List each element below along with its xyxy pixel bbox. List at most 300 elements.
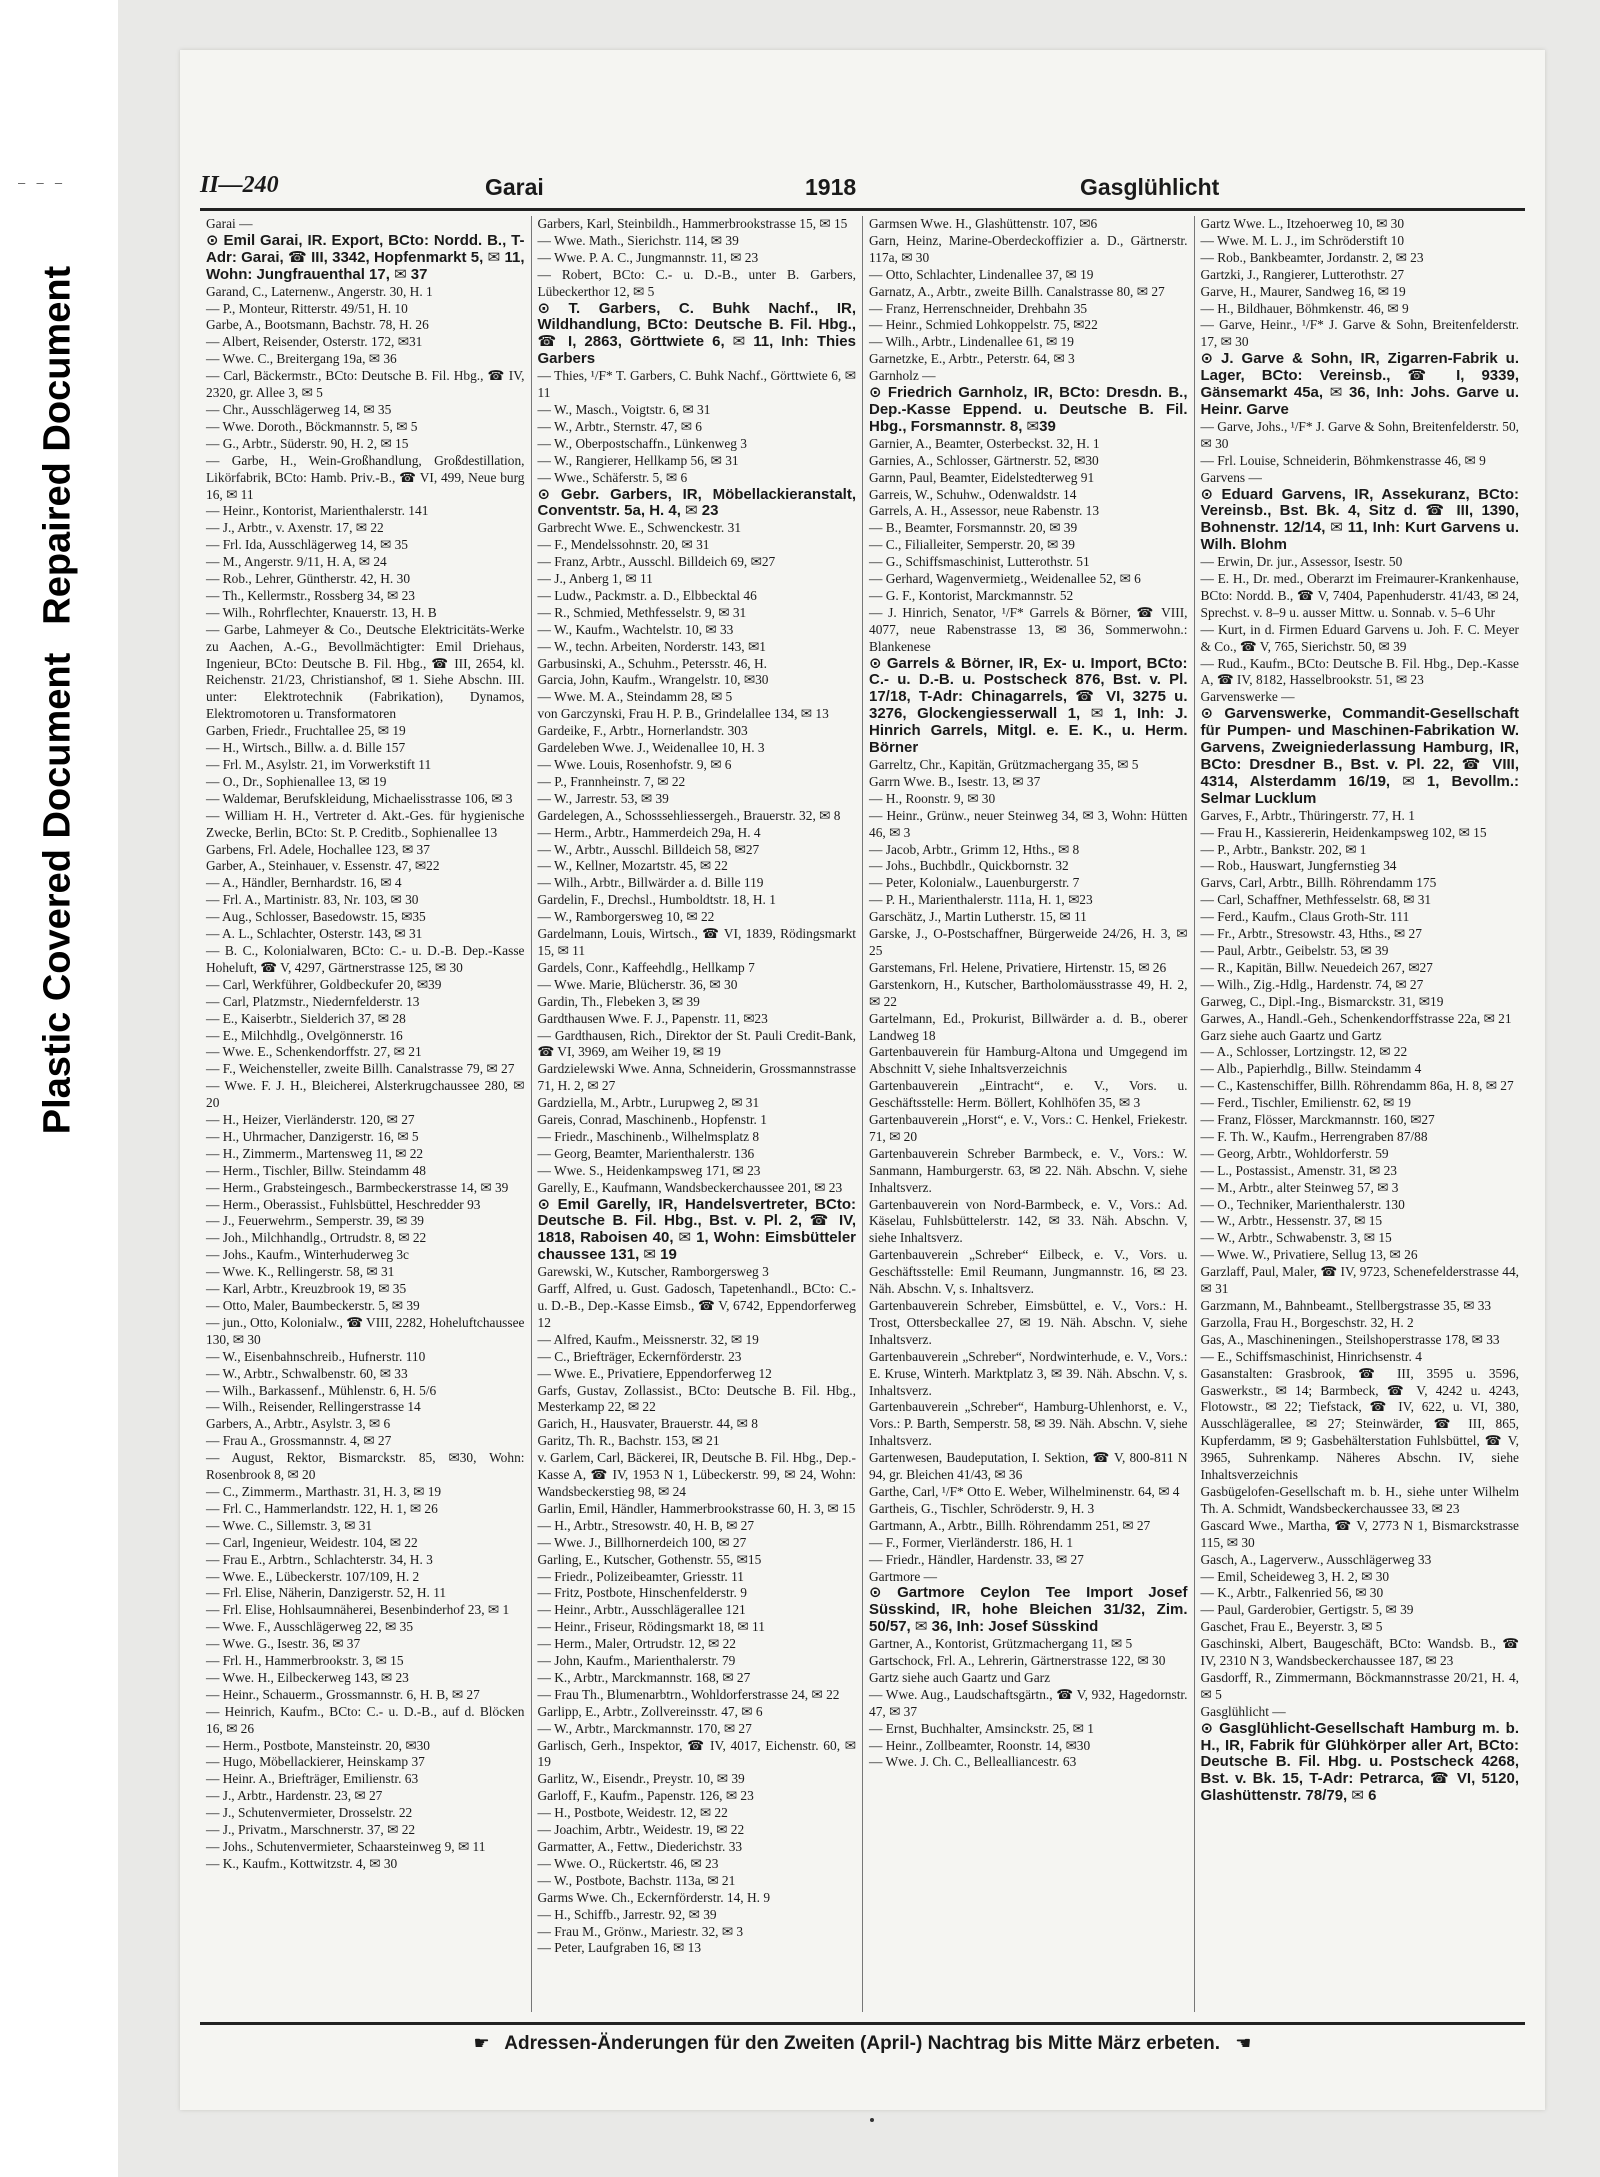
directory-entry: — J., Schutenvermieter, Drosselstr. 22 bbox=[206, 1805, 413, 1821]
directory-entry: — Aug., Schlosser, Basedowstr. 15, ✉35 bbox=[206, 909, 426, 925]
directory-entry: — Wwe. H., Eilbeckerweg 143, ✉ 23 bbox=[206, 1669, 409, 1685]
directory-entry: Garff, Alfred, u. Gust. Gadosch, Tapetenhandl., BCto: C.- u. D.-B., Dep.-Kasse Eimsb., ☎ V, 6742, Eppendorferweg 12 bbox=[537, 1281, 856, 1330]
directory-entry: Garlitz, W., Eisendr., Preystr. 10, ✉ 39 bbox=[537, 1771, 745, 1787]
directory-entry: — Herm., Grabsteingesch., Barmbeckerstrasse 14, ✉ 39 bbox=[206, 1179, 509, 1195]
directory-entry: von Garczynski, Frau H. P. B., Grindelallee 134, ✉ 13 bbox=[537, 706, 829, 722]
header-right-guide-word: Gasglühlicht bbox=[1080, 174, 1220, 200]
directory-entry: — Franz, Herrenschneider, Drehbahn 35 bbox=[869, 300, 1088, 316]
directory-entry: Garand, C., Laternenw., Angerstr. 30, H. 1 bbox=[206, 283, 433, 299]
directory-entry: Gartenbauverein Schreber Barmbeck, e. V., Vors.: W. Sanmann, Hamburgerstr. 63, ✉ 22. Näh. Abschn. V, siehe Inhaltsverz. bbox=[869, 1145, 1188, 1195]
directory-entry: — Albert, Reisender, Osterstr. 172, ✉31 bbox=[206, 334, 423, 350]
directory-entry: — W., Jarrestr. 53, ✉ 39 bbox=[537, 790, 669, 806]
directory-entry: — Friedr., Maschinenb., Wilhelmsplatz 8 bbox=[537, 1128, 760, 1144]
footer-notice-text: Adressen-Änderungen für den Zweiten (April-) Nachtrag bis Mitte März erbeten. bbox=[504, 2033, 1221, 2054]
directory-entry: — Herm., Maler, Ortrudstr. 12, ✉ 22 bbox=[537, 1636, 736, 1652]
directory-entry: Garnetzke, E., Arbtr., Peterstr. 64, ✉ 3 bbox=[869, 351, 1075, 367]
directory-entry: — Frl. Ida, Ausschlägerweg 14, ✉ 35 bbox=[206, 537, 409, 553]
directory-entry: — B., Beamter, Forsmannstr. 20, ✉ 39 bbox=[869, 520, 1078, 536]
directory-entry: — Wilh., Arbtr., Billwärder a. d. Bille 119 bbox=[537, 875, 764, 891]
directory-entry: Gartmore — bbox=[869, 1568, 938, 1584]
directory-entry: — jun., Otto, Kolonialw., ☎ VIII, 2282, Hoheluftchaussee 130, ✉ 30 bbox=[206, 1314, 525, 1347]
directory-entry: — W., Oberpostschaffn., Lünkenweg 3 bbox=[537, 435, 748, 451]
directory-entry: Garwes, A., Handl.-Geh., Schenkendorffstrasse 22a, ✉ 21 bbox=[1200, 1010, 1512, 1026]
directory-entry: Garn, Heinz, Marine-Oberdeckoffizier a. D., Gärtnerstr. 117a, ✉ 30 bbox=[869, 232, 1188, 265]
directory-entry: — Frl. C., Hammerlandstr. 122, H. 1, ✉ 26 bbox=[206, 1500, 438, 1516]
directory-entry: — H., Arbtr., Stresowstr. 40, H. B, ✉ 27 bbox=[537, 1517, 755, 1533]
directory-entry: Gardels, Conr., Kaffeehdlg., Hellkamp 7 bbox=[537, 959, 755, 975]
directory-entry: Garreis, W., Schuhw., Odenwaldstr. 14 bbox=[869, 486, 1077, 502]
directory-entry: Garweg, C., Dipl.-Ing., Bismarckstr. 31, ✉19 bbox=[1200, 993, 1444, 1009]
directory-entry: — Frau Th., Blumenarbtrn., Wohldorferstrasse 24, ✉ 22 bbox=[537, 1686, 840, 1702]
directory-entry: Gasglühlicht — bbox=[1200, 1703, 1286, 1719]
directory-entry: — Ferd., Kaufm., Claus Groth-Str. 111 bbox=[1200, 909, 1410, 925]
directory-entry: — W., techn. Arbeiten, Norderstr. 143, ✉1 bbox=[537, 638, 766, 654]
directory-entry: — J. Hinrich, Senator, ¹/F* Garrels & Börner, ☎ VIII, 4077, neue Rabenstrasse 13, ✉ 36, Sommerwohn.: Blankenese bbox=[869, 604, 1188, 654]
directory-entry: — Wwe. E., Privatiere, Eppendorferweg 12 bbox=[537, 1365, 772, 1381]
directory-entry: Gartzki, J., Rangierer, Lutterothstr. 27 bbox=[1200, 266, 1405, 282]
directory-entry: — F. Th. W., Kaufm., Herrengraben 87/88 bbox=[1200, 1128, 1428, 1144]
directory-entry: Gasanstalten: Grasbrook, ☎ III, 3595 u. 3596, Gaswerkstr., ✉ 14; Barmbeck, ☎ V, 4242 u. 4243, Flotowstr., ✉ 22; Tiefstack, ☎ IV, 622, u. VI, 380, Ausschlägerallee, ✉ 27; Steinwärder, ☎ III, 865, Kupferdamm, ✉ 9; Gasbehälterstation Fuhlsbüttel, ☎ V, 3965, Suhrenkamp. Näheres Abschn. IV, siehe Inhaltsverzeichnis bbox=[1200, 1365, 1519, 1483]
directory-entry: Garstemans, Frl. Helene, Privatiere, Hirtenstr. 15, ✉ 26 bbox=[869, 959, 1167, 975]
directory-entry: — Wwe. Marie, Blücherstr. 36, ✉ 30 bbox=[537, 976, 738, 992]
directory-entry: ⊙ Eduard Garvens, IR, Assekuranz, BCto: Vereinsb., Bst. Bk. 4, Sitz d. ☎ III, 1390, Bohnenstr. 12/14, ✉ 11, Inh: Kurt Garvens u. Wilh. Blohm bbox=[1200, 485, 1519, 554]
directory-entry: — Frl. A., Martinistr. 83, Nr. 103, ✉ 30 bbox=[206, 892, 419, 908]
directory-entry: — J., Arbtr., Hardenstr. 23, ✉ 27 bbox=[206, 1788, 383, 1804]
directory-entry: — F., Mendelssohnstr. 20, ✉ 31 bbox=[537, 537, 710, 553]
directory-entry: — W., Ramborgersweg 10, ✉ 22 bbox=[537, 909, 715, 925]
directory-entry: Gartenwesen, Baudeputation, I. Sektion, ☎ V, 800-811 N 94, gr. Bleichen 41/43, ✉ 36 bbox=[869, 1450, 1188, 1483]
directory-entry: Garrels, A. H., Assessor, neue Rabenstr. 13 bbox=[869, 503, 1100, 519]
directory-entry: Garai — bbox=[206, 216, 253, 231]
directory-entry: Garvenswerke — bbox=[1200, 689, 1295, 705]
directory-entry: — W., Arbtr., Schwabenstr. 3, ✉ 15 bbox=[1200, 1230, 1392, 1246]
directory-entry: Gartenbauverein von Nord-Barmbeck, e. V., Vors.: Ad. Käselau, Fuhlsbüttelerstr. 142, ✉ 33. Näh. Abschn. V, siehe Inhaltsverz. bbox=[869, 1196, 1188, 1246]
directory-entry: Garmsen Wwe. H., Glashüttenstr. 107, ✉6 bbox=[869, 216, 1098, 231]
directory-entry: — Garve, Johs., ¹/F* J. Garve & Sohn, Breitenfelderstr. 50, ✉ 30 bbox=[1200, 418, 1519, 451]
directory-entry: — A. L., Schlachter, Osterstr. 143, ✉ 31 bbox=[206, 926, 423, 942]
directory-entry: — Heinr., Friseur, Rödingsmarkt 18, ✉ 11 bbox=[537, 1619, 765, 1635]
directory-entry: — Wwe. Math., Sierichstr. 114, ✉ 39 bbox=[537, 232, 739, 248]
directory-entry: — Wwe. F., Ausschlägerweg 22, ✉ 35 bbox=[206, 1619, 414, 1635]
directory-entry: — Wwe. M. A., Steindamm 28, ✉ 5 bbox=[537, 689, 733, 705]
directory-entry: — Johs., Kaufm., Winterhuderweg 3c bbox=[206, 1247, 410, 1263]
directory-entry: — Fritz, Postbote, Hinschenfelderstr. 9 bbox=[537, 1585, 747, 1601]
directory-entry: Gartmann, A., Arbtr., Billh. Röhrendamm 251, ✉ 27 bbox=[869, 1517, 1151, 1533]
directory-entry: Gardeike, F., Arbtr., Hornerlandstr. 303 bbox=[537, 723, 748, 739]
pointing-hand-icon: ☛ bbox=[473, 2033, 490, 2053]
directory-entry: — Heinr., Grünw., neuer Steinweg 34, ✉ 3, Wohn: Hütten 46, ✉ 3 bbox=[869, 807, 1188, 840]
directory-entry: — Wwe. Aug., Laudschaftsgärtn., ☎ V, 932, Hagedornstr. 47, ✉ 37 bbox=[869, 1686, 1188, 1719]
directory-entry: ⊙ Emil Garelly, IR, Handelsvertreter, BCto: Deutsche B. Fil. Hbg., Bst. v. Pl. 2, ☎ IV, 1818, Raboisen 40, ✉ 1, Wohn: Eimsbütteler chaussee 131, ✉ 19 bbox=[537, 1195, 856, 1264]
directory-entry: — Wwe. J., Billhornerdeich 100, ✉ 27 bbox=[537, 1534, 747, 1550]
directory-entry: — A., Händler, Bernhardstr. 16, ✉ 4 bbox=[206, 875, 402, 891]
directory-entry: — Wwe. C., Sillemstr. 3, ✉ 31 bbox=[206, 1517, 373, 1533]
directory-entry: Garelly, E., Kaufmann, Wandsbeckerchaussee 201, ✉ 23 bbox=[537, 1179, 843, 1195]
directory-entry: — K., Arbtr., Falkenried 56, ✉ 30 bbox=[1200, 1585, 1384, 1601]
directory-entry: Garloff, F., Kaufm., Papenstr. 126, ✉ 23 bbox=[537, 1788, 754, 1804]
directory-entry: — P., Monteur, Ritterstr. 49/51, H. 10 bbox=[206, 300, 408, 316]
directory-entry: — G., Arbtr., Süderstr. 90, H. 2, ✉ 15 bbox=[206, 435, 409, 451]
directory-entry: — Carl, Werkführer, Goldbeckufer 20, ✉39 bbox=[206, 976, 442, 992]
directory-columns bbox=[200, 216, 1525, 2012]
directory-entry: — Wwe., Schäferstr. 5, ✉ 6 bbox=[537, 469, 688, 485]
margin-tick-marks: — — — bbox=[18, 176, 65, 190]
directory-entry: ⊙ Gasglühlicht-Gesellschaft Hamburg m. b. H., IR, Fabrik für Glühkörper aller Art, BCto: Deutsche B. Fil. Hbg. u. Postscheck 4268, Bst. v. Bk. 15, T-Adr: Petrarca, ☎ VI, 5120, Glashüttenstr. 78/79, ✉ 6 bbox=[1200, 1719, 1519, 1805]
directory-entry: Gaschinski, Albert, Baugeschäft, BCto: Wandsb. B., ☎ IV, 2310 N 3, Wandsbeckerchaussee 187, ✉ 23 bbox=[1200, 1636, 1519, 1669]
directory-entry: — C., Kastenschiffer, Billh. Röhrendamm 86a, H. 8, ✉ 27 bbox=[1200, 1078, 1514, 1094]
directory-entry: — G. F., Kontorist, Marckmannstr. 52 bbox=[869, 587, 1074, 603]
directory-entry: Garve, H., Maurer, Sandweg 16, ✉ 19 bbox=[1200, 283, 1406, 299]
directory-entry: — Wwe. G., Isestr. 36, ✉ 37 bbox=[206, 1636, 361, 1652]
directory-entry: — Garbe, Lahmeyer & Co., Deutsche Elektricitäts-Werke zu Aachen, A.-G., Bevollmächtigter: Emil Driehaus, Ingenieur, BCto: Deutsche B. Fil. Hbg., ☎ III, 2654, kl. Reichenstr. 21/23, Christianshof, ✉ 1. Siehe Abschn. III. unter: Elektrotechnik (Fabrikation), Dynamos, Elektromotoren u. Transformatoren bbox=[206, 621, 525, 722]
directory-entry: Garlin, Emil, Händler, Hammerbrookstrasse 60, H. 3, ✉ 15 bbox=[537, 1500, 856, 1516]
directory-entry: Gartenbauverein „Schreber“, Hamburg-Uhlenhorst, e. V., Vors.: P. Barth, Semperstr. 58, ✉ 39. Näh. Abschn. V, siehe Inhaltsverz. bbox=[869, 1399, 1188, 1449]
directory-entry: — Ernst, Buchhalter, Amsinckstr. 25, ✉ 1 bbox=[869, 1720, 1094, 1736]
directory-entry: Garzmann, M., Bahnbeamt., Stellbergstrasse 35, ✉ 33 bbox=[1200, 1298, 1492, 1313]
directory-entry: — C., Zimmerm., Marthastr. 31, H. 3, ✉ 19 bbox=[206, 1483, 442, 1499]
directory-entry: — P., Frannheinstr. 7, ✉ 22 bbox=[537, 773, 686, 789]
directory-entry: Garnn, Paul, Beamter, Eidelstedterweg 91 bbox=[869, 469, 1095, 485]
directory-entry: Gartschock, Frl. A., Lehrerin, Gärtnerstrasse 122, ✉ 30 bbox=[869, 1653, 1166, 1669]
directory-entry: Gasch, A., Lagerverw., Ausschlägerweg 33 bbox=[1200, 1551, 1432, 1567]
directory-entry: — Heinr., Kontorist, Marienthalerstr. 141 bbox=[206, 503, 429, 519]
directory-entry: Garbens, Frl. Adele, Hochallee 123, ✉ 37 bbox=[206, 841, 430, 857]
directory-entry: Garvs, Carl, Arbtr., Billh. Röhrendamm 175 bbox=[1200, 875, 1437, 891]
directory-entry: — G., Schiffsmaschinist, Lutterothstr. 51 bbox=[869, 554, 1090, 570]
directory-entry: — R., Schmied, Methfesselstr. 9, ✉ 31 bbox=[537, 604, 747, 620]
directory-entry: Garms Wwe. Ch., Eckernförderstr. 14, H. 9 bbox=[537, 1889, 771, 1905]
directory-entry: Gasbügelofen-Gesellschaft m. b. H., siehe unter Wilhelm Th. A. Schmidt, Wandsbeckerchaussee 33, ✉ 23 bbox=[1200, 1483, 1519, 1516]
directory-entry: — E., Milchhdlg., Ovelgönnerstr. 16 bbox=[206, 1027, 403, 1043]
directory-entry: — Herm., Postbote, Mansteinstr. 20, ✉30 bbox=[206, 1737, 430, 1753]
header-year: 1918 bbox=[805, 174, 857, 200]
directory-entry: — W., Masch., Voigtstr. 6, ✉ 31 bbox=[537, 401, 711, 417]
directory-entry: — Georg, Arbtr., Wohldorferstr. 59 bbox=[1200, 1145, 1389, 1161]
directory-entry: — Wilh., Reisender, Rellingerstrasse 14 bbox=[206, 1399, 421, 1415]
directory-entry: — Wilh., Rohrflechter, Knauerstr. 13, H. B bbox=[206, 604, 437, 620]
directory-entry: — William H. H., Vertreter d. Akt.-Ges. für hygienische Zwecke, Berlin, BCto: St. P. Creditb., Sophienallee 13 bbox=[206, 807, 525, 840]
directory-entry: — Joachim, Arbtr., Weidestr. 19, ✉ 22 bbox=[537, 1822, 745, 1838]
directory-entry: Garcia, John, Kaufm., Wrangelstr. 10, ✉30 bbox=[537, 672, 769, 688]
directory-entry: — Wwe. P. A. C., Jungmannstr. 11, ✉ 23 bbox=[537, 249, 759, 265]
directory-entry: Garitz, Th. R., Bachstr. 153, ✉ 21 bbox=[537, 1433, 720, 1449]
directory-entry: — Paul, Garderobier, Gertigstr. 5, ✉ 39 bbox=[1200, 1602, 1414, 1618]
directory-entry: Garvens — bbox=[1200, 469, 1262, 485]
directory-entry: — John, Kaufm., Marienthalerstr. 79 bbox=[537, 1653, 736, 1669]
page-number: II—240 bbox=[200, 172, 279, 198]
directory-entry: Gardthausen Wwe. F. J., Papenstr. 11, ✉23 bbox=[537, 1010, 768, 1026]
directory-entry: Gardeleben Wwe. J., Weidenallee 10, H. 3 bbox=[537, 740, 765, 756]
directory-entry: — Frau E., Arbtrn., Schlachterstr. 34, H. 3 bbox=[206, 1551, 433, 1567]
directory-entry: — Wilh., Zig.-Hdlg., Hardenstr. 74, ✉ 27 bbox=[1200, 976, 1424, 992]
directory-entry: — Kurt, in d. Firmen Eduard Garvens u. Joh. F. C. Meyer & Co., ☎ V, 765, Sierichstr. 50, ✉ 39 bbox=[1200, 621, 1519, 654]
directory-entry: v. Garlem, Carl, Bäckerei, IR, Deutsche B. Fil. Hbg., Dep.-Kasse A, ☎ IV, 1953 N 1, Lübeckerstr. 99, ✉ 24, Wohn: Wandsbeckerstieg 98, ✉ 24 bbox=[537, 1450, 856, 1499]
directory-entry: Garfs, Gustav, Zollassist., BCto: Deutsche B. Fil. Hbg., Mesterkamp 22, ✉ 22 bbox=[537, 1382, 856, 1415]
directory-entry: — W., Arbtr., Schwalbenstr. 60, ✉ 33 bbox=[206, 1365, 408, 1381]
directory-entry: — Erwin, Dr. jur., Assessor, Isestr. 50 bbox=[1200, 554, 1403, 570]
directory-entry: — Carl, Platzmstr., Niedernfelderstr. 13 bbox=[206, 993, 420, 1009]
directory-entry: Gascard Wwe., Martha, ☎ V, 2773 N 1, Bismarckstrasse 115, ✉ 30 bbox=[1200, 1517, 1519, 1550]
directory-entry: — W., Arbtr., Marckmannstr. 170, ✉ 27 bbox=[537, 1720, 752, 1736]
directory-entry: — W., Rangierer, Hellkamp 56, ✉ 31 bbox=[537, 452, 739, 468]
directory-entry: — Herm., Oberassist., Fuhlsbüttel, Heschredder 93 bbox=[206, 1196, 481, 1212]
directory-entry: — H., Postbote, Weidestr. 12, ✉ 22 bbox=[537, 1805, 728, 1821]
directory-entry: — W., Eisenbahnschreib., Hufnerstr. 110 bbox=[206, 1348, 426, 1364]
directory-entry: Gaschet, Frau E., Beyerstr. 3, ✉ 5 bbox=[1200, 1619, 1383, 1635]
directory-entry: Garbusinski, A., Schuhm., Petersstr. 46, H. bbox=[537, 655, 767, 671]
directory-entry: — Franz, Flösser, Marckmannstr. 160, ✉27 bbox=[1200, 1112, 1435, 1128]
directory-entry: — Johs., Schutenvermieter, Schaarsteinweg 9, ✉ 11 bbox=[206, 1839, 486, 1854]
directory-entry: — K., Arbtr., Marckmannstr. 168, ✉ 27 bbox=[537, 1669, 751, 1685]
scanned-page-background bbox=[118, 0, 1600, 2177]
column-4 bbox=[1195, 216, 1526, 2012]
document-condition-label bbox=[37, 266, 80, 1134]
directory-entry: — Emil, Scheideweg 3, H. 2, ✉ 30 bbox=[1200, 1568, 1390, 1584]
directory-entry: ⊙ T. Garbers, C. Buhk Nachf., IR, Wildhandlung, BCto: Deutsche B. Fil. Hbg., ☎ I, 2863, Görttwiete 6, ✉ 11, Inh: Thies Garbers bbox=[537, 299, 856, 368]
directory-entry: — Frau H., Kassiererin, Heidenkampsweg 102, ✉ 15 bbox=[1200, 824, 1487, 840]
directory-entry: — Rob., Lehrer, Güntherstr. 42, H. 30 bbox=[206, 571, 411, 587]
directory-entry: — Herm., Arbtr., Hammerdeich 29a, H. 4 bbox=[537, 824, 761, 840]
directory-entry: Garbers, A., Arbtr., Asylstr. 3, ✉ 6 bbox=[206, 1416, 391, 1432]
directory-entry: — Wwe. O., Rückertstr. 46, ✉ 23 bbox=[537, 1855, 719, 1871]
directory-entry: — C., Briefträger, Eckernförderstr. 23 bbox=[537, 1348, 742, 1364]
directory-entry: — Carl, Schaffner, Methfesselstr. 68, ✉ 31 bbox=[1200, 892, 1432, 908]
directory-entry: Gardelmann, Louis, Wirtsch., ☎ VI, 1839, Rödingsmarkt 15, ✉ 11 bbox=[537, 926, 856, 958]
directory-entry: — Wwe. Louis, Rosenhofstr. 9, ✉ 6 bbox=[537, 757, 732, 772]
directory-entry: — August, Rektor, Bismarckstr. 85, ✉30, Wohn: Rosenbrook 8, ✉ 20 bbox=[206, 1450, 525, 1483]
pointing-hand-left-icon: ☚ bbox=[1235, 2033, 1252, 2053]
directory-entry: ⊙ Emil Garai, IR. Export, BCto: Nordd. B., T-Adr: Garai, ☎ III, 3342, Hopfenmarkt 5, ✉ 11, Wohn: Jungfrauenthal 17, ✉ 37 bbox=[206, 231, 525, 283]
directory-entry: — Gerhard, Wagenvermietg., Weidenallee 52, ✉ 6 bbox=[869, 571, 1141, 587]
directory-entry: Garich, H., Hausvater, Brauerstr. 44, ✉ 8 bbox=[537, 1416, 758, 1432]
directory-entry: Garber, A., Steinhauer, v. Essenstr. 47, ✉22 bbox=[206, 858, 440, 874]
directory-entry: — Johs., Buchbdlr., Quickbornstr. 32 bbox=[869, 858, 1069, 874]
directory-entry: Gartenbauverein „Eintracht“, e. V., Vors. u. Geschäftsstelle: Herm. Böllert, Kohlhöfen 35, ✉ 3 bbox=[869, 1078, 1188, 1111]
directory-entry: Gardzielewski Wwe. Anna, Schneiderin, Grossmannstrasse 71, H. 2, ✉ 27 bbox=[537, 1061, 856, 1094]
directory-entry: Gasdorff, R., Zimmermann, Böckmannstrasse 20/21, H. 4, ✉ 5 bbox=[1200, 1669, 1519, 1702]
directory-entry: Garzolla, Frau H., Borgeschstr. 32, H. 2 bbox=[1200, 1314, 1414, 1330]
directory-entry: Garreltz, Chr., Kapitän, Grützmachergang 35, ✉ 5 bbox=[869, 757, 1139, 772]
directory-entry: Garthe, Carl, ¹/F* Otto E. Weber, Wilhelminenstr. 64, ✉ 4 bbox=[869, 1483, 1180, 1499]
directory-entry: Garves, F., Arbtr., Thüringerstr. 77, H. 1 bbox=[1200, 807, 1415, 823]
directory-entry: — Frl. Louise, Schneiderin, Böhmkenstrasse 46, ✉ 9 bbox=[1200, 452, 1486, 468]
directory-entry: — Wwe. F. J. H., Bleicherei, Alsterkrugchaussee 280, ✉ 20 bbox=[206, 1078, 525, 1111]
directory-entry: — J., Feuerwehrm., Semperstr. 39, ✉ 39 bbox=[206, 1213, 425, 1229]
directory-entry: Gareis, Conrad, Maschinenb., Hopfenstr. 1 bbox=[537, 1112, 767, 1128]
directory-entry: — R., Kapitän, Billw. Neuedeich 267, ✉27 bbox=[1200, 959, 1433, 975]
directory-entry: Garlipp, E., Arbtr., Zollvereinsstr. 47, ✉ 6 bbox=[537, 1703, 763, 1719]
directory-entry: — E., Kaiserbtr., Sielderich 37, ✉ 28 bbox=[206, 1010, 406, 1026]
directory-entry: — Robert, BCto: C.- u. D.-B., unter B. Garbers, Lübeckerthor 12, ✉ 5 bbox=[537, 266, 856, 299]
directory-entry: Garz siehe auch Gaartz und Gartz bbox=[1200, 1027, 1382, 1043]
directory-entry: — P. H., Marienthalerstr. 111a, H. 1, ✉23 bbox=[869, 892, 1093, 908]
page-footer-notice bbox=[200, 2022, 1525, 2067]
directory-entry: — F., Weichensteller, zweite Billh. Canalstrasse 79, ✉ 27 bbox=[206, 1061, 515, 1077]
directory-entry: — Wwe. E., Schenkendorffstr. 27, ✉ 21 bbox=[206, 1044, 422, 1060]
directory-entry: — Heinrich, Kaufm., BCto: C.- u. D.-B., auf d. Blöcken 16, ✉ 26 bbox=[206, 1703, 525, 1736]
directory-entry: Garewski, W., Kutscher, Ramborgersweg 3 bbox=[537, 1264, 769, 1280]
directory-entry: — J., Arbtr., v. Axenstr. 17, ✉ 22 bbox=[206, 520, 384, 536]
directory-entry: — Friedr., Polizeibeamter, Griesstr. 11 bbox=[537, 1568, 744, 1584]
directory-entry: — Joh., Milchhandlg., Ortrudstr. 8, ✉ 22 bbox=[206, 1230, 427, 1246]
directory-entry: Gartenbauverein „Schreber“ Eilbeck, e. V., Vors. u. Geschäftsstelle: Emil Reumann, Jungmannstr. 16, ✉ 23. Näh. Abschn. V, s. Inhaltsverz. bbox=[869, 1247, 1188, 1297]
directory-entry: — Wwe. C., Breitergang 19a, ✉ 36 bbox=[206, 351, 397, 367]
directory-entry: — W., Arbtr., Hessenstr. 37, ✉ 15 bbox=[1200, 1213, 1383, 1229]
directory-entry: Garrn Wwe. B., Isestr. 13, ✉ 37 bbox=[869, 773, 1041, 789]
header-left-guide-word: Garai bbox=[485, 174, 544, 200]
directory-entry: — E., Schiffsmaschinist, Hinrichsenstr. 4 bbox=[1200, 1348, 1422, 1364]
directory-entry: Garzlaff, Paul, Maler, ☎ IV, 9723, Schenefelderstrasse 44, ✉ 31 bbox=[1200, 1264, 1519, 1297]
directory-entry: Gas, A., Maschineningen., Steilshoperstrasse 178, ✉ 33 bbox=[1200, 1331, 1500, 1347]
directory-entry: — H., Zimmerm., Martensweg 11, ✉ 22 bbox=[206, 1145, 424, 1161]
print-dot bbox=[870, 2118, 874, 2122]
directory-entry: — Th., Kellermstr., Rossberg 34, ✉ 23 bbox=[206, 587, 415, 603]
directory-entry: — J., Anberg 1, ✉ 11 bbox=[537, 571, 653, 587]
directory-entry: ⊙ Gartmore Ceylon Tee Import Josef Süsskind, IR, hohe Bleichen 31/32, Zim. 50/57, ✉ 36, Inh: Josef Süsskind bbox=[869, 1584, 1188, 1636]
directory-entry: Garnier, A., Beamter, Osterbeckst. 32, H. 1 bbox=[869, 435, 1100, 451]
directory-entry: Gartner, A., Kontorist, Grützmachergang 11, ✉ 5 bbox=[869, 1636, 1133, 1652]
directory-entry: — Garbe, H., Wein-Großhandlung, Großdestillation, Likörfabrik, BCto: Hamb. Priv.-B., ☎ VI, 499, Neue burg 16, ✉ 11 bbox=[206, 452, 525, 502]
directory-entry: — Wwe. Doroth., Böckmannstr. 5, ✉ 5 bbox=[206, 418, 418, 434]
directory-entry: — Herm., Tischler, Billw. Steindamm 48 bbox=[206, 1162, 426, 1178]
directory-entry: — H., Schiffb., Jarrestr. 92, ✉ 39 bbox=[537, 1906, 717, 1922]
column-3 bbox=[863, 216, 1195, 2012]
directory-entry: — Carl, Ingenieur, Weidestr. 104, ✉ 22 bbox=[206, 1534, 418, 1550]
directory-entry: — Garve, Heinr., ¹/F* J. Garve & Sohn, Breitenfelderstr. 17, ✉ 30 bbox=[1200, 317, 1519, 350]
directory-entry: — Heinr., Schauerm., Grossmannstr. 6, H. B, ✉ 27 bbox=[206, 1686, 480, 1702]
directory-entry: Garstenkorn, H., Kutscher, Bartholomäusstrasse 49, H. 2, ✉ 22 bbox=[869, 976, 1188, 1009]
directory-entry: — W., Arbtr., Ausschl. Billdeich 58, ✉27 bbox=[537, 841, 760, 857]
directory-entry: — H., Wirtsch., Billw. a. d. Bille 157 bbox=[206, 740, 406, 756]
directory-entry: — Heinr., Zollbeamter, Roonstr. 14, ✉30 bbox=[869, 1737, 1091, 1753]
directory-entry: — Waldemar, Berufskleidung, Michaelisstrasse 106, ✉ 3 bbox=[206, 790, 513, 806]
directory-entry: Gardziella, M., Arbtr., Lurupweg 2, ✉ 31 bbox=[537, 1095, 760, 1111]
directory-entry: ⊙ Garvenswerke, Commandit-Gesellschaft für Pumpen- und Maschinen-Fabrikation W. Garvens, Zweigniederlassung Hamburg, IR, BCto: Dresdner B., Bst. v. Pl. 22, ☎ VIII, 4314, Alsterdamm 16/19, ✉ 1, Bevollm.: Selmar Lucklum bbox=[1200, 705, 1519, 807]
directory-entry: — Alb., Papierhdlg., Billw. Steindamm 4 bbox=[1200, 1061, 1422, 1077]
directory-entry: Garske, J., O-Postschaffner, Bürgerweide 24/26, H. 3, ✉ 25 bbox=[869, 926, 1188, 958]
directory-entry: Gardelin, F., Drechsl., Humboldtstr. 18, H. 1 bbox=[537, 892, 776, 908]
directory-entry: Garmatter, A., Fettw., Diederichstr. 33 bbox=[537, 1839, 743, 1854]
directory-entry: — W., Arbtr., Sternstr. 47, ✉ 6 bbox=[537, 418, 702, 434]
directory-entry: — Wwe. W., Privatiere, Sellug 13, ✉ 26 bbox=[1200, 1247, 1418, 1263]
directory-entry: — M., Arbtr., alter Steinweg 57, ✉ 3 bbox=[1200, 1179, 1399, 1195]
directory-entry: — Wwe. J. Ch. C., Bellealliancestr. 63 bbox=[869, 1754, 1077, 1770]
directory-entry: Garling, E., Kutscher, Gothenstr. 55, ✉15 bbox=[537, 1551, 762, 1567]
column-1 bbox=[200, 216, 532, 2012]
directory-entry: Garnatz, A., Arbtr., zweite Billh. Canalstrasse 80, ✉ 27 bbox=[869, 283, 1165, 299]
directory-entry: — Karl, Arbtr., Kreuzbrook 19, ✉ 35 bbox=[206, 1281, 407, 1297]
directory-entry: Garben, Friedr., Fruchtallee 25, ✉ 19 bbox=[206, 723, 406, 739]
directory-entry: — Peter, Kolonialw., Lauenburgerstr. 7 bbox=[869, 875, 1080, 891]
directory-entry: — H., Uhrmacher, Danzigerstr. 16, ✉ 5 bbox=[206, 1128, 419, 1144]
directory-entry: — Rob., Bankbeamter, Jordanstr. 2, ✉ 23 bbox=[1200, 249, 1424, 265]
directory-entry: ⊙ J. Garve & Sohn, IR, Zigarren-Fabrik u. Lager, BCto: Vereinsb., ☎ I, 9339, Gänsemarkt 45a, ✉ 36, Inh: Johs. Garve u. Heinr. Garve bbox=[1200, 350, 1519, 418]
directory-entry: — Ferd., Tischler, Emilienstr. 62, ✉ 19 bbox=[1200, 1095, 1411, 1111]
directory-entry: — Thies, ¹/F* T. Garbers, C. Buhk Nachf., Görttwiete 6, ✉ 11 bbox=[537, 368, 856, 401]
directory-entry: — Heinr., Arbtr., Ausschlägerallee 121 bbox=[537, 1602, 746, 1618]
directory-entry: — Alfred, Kaufm., Meissnerstr. 32, ✉ 19 bbox=[537, 1331, 759, 1347]
directory-entry: — B. C., Kolonialwaren, BCto: C.- u. D.-B. Dep.-Kasse Hoheluft, ☎ V, 4297, Gärtnerstrasse 125, ✉ 30 bbox=[206, 942, 525, 975]
directory-entry: — Wwe. E., Lübeckerstr. 107/109, H. 2 bbox=[206, 1568, 420, 1584]
directory-entry: — Wilh., Arbtr., Lindenallee 61, ✉ 19 bbox=[869, 334, 1074, 350]
directory-entry: — Heinr., Schmied Lohkoppelstr. 75, ✉22 bbox=[869, 317, 1098, 333]
directory-entry: Garbe, A., Bootsmann, Bachstr. 78, H. 26 bbox=[206, 317, 429, 333]
directory-entry: — E. H., Dr. med., Oberarzt im Freimaurer-Krankenhause, BCto: Nordd. B., ☎ V, 7404, Papenhuderstr. 41/43, ✉ 24, Sprechst. v. 8–9 u. ausser Mittw. u. Sonnab. v. 5–6 Uhr bbox=[1200, 571, 1519, 620]
directory-entry: Garnholz — bbox=[869, 368, 936, 384]
directory-entry: Garlisch, Gerh., Inspektor, ☎ IV, 4017, Eichenstr. 60, ✉ 19 bbox=[537, 1737, 856, 1770]
directory-entry: — Wwe. K., Rellingerstr. 58, ✉ 31 bbox=[206, 1264, 395, 1280]
directory-entry: — P., Arbtr., Bankstr. 202, ✉ 1 bbox=[1200, 841, 1367, 857]
directory-entry: Gartheis, G., Tischler, Schröderstr. 9, H. 3 bbox=[869, 1500, 1095, 1516]
directory-entry: — Heinr. A., Briefträger, Emilienstr. 63 bbox=[206, 1771, 419, 1787]
directory-entry: — W., Kaufm., Wachtelstr. 10, ✉ 33 bbox=[537, 621, 734, 637]
directory-entry: Garbers, Karl, Steinbildh., Hammerbrookstrasse 15, ✉ 15 bbox=[537, 216, 848, 231]
directory-entry: — A., Schlosser, Lortzingstr. 12, ✉ 22 bbox=[1200, 1044, 1408, 1060]
directory-entry: — Carl, Bäckermstr., BCto: Deutsche B. Fil. Hbg., ☎ IV, 2320, gr. Allee 3, ✉ 5 bbox=[206, 368, 525, 401]
directory-entry: — Frau M., Grönw., Mariestr. 32, ✉ 3 bbox=[537, 1923, 744, 1939]
directory-entry: — K., Kaufm., Kottwitzstr. 4, ✉ 30 bbox=[206, 1855, 398, 1871]
directory-entry: — W., Kellner, Mozartstr. 45, ✉ 22 bbox=[537, 858, 728, 874]
directory-entry: — Frl. H., Hammerbrookstr. 3, ✉ 15 bbox=[206, 1653, 404, 1669]
directory-entry: Gartz siehe auch Gaartz und Garz bbox=[869, 1669, 1051, 1685]
directory-entry: — Wwe. M. L. J., im Schröderstift 10 bbox=[1200, 232, 1405, 248]
directory-entry: Garbrecht Wwe. E., Schwenckestr. 31 bbox=[537, 520, 742, 536]
directory-entry: — Jacob, Arbtr., Grimm 12, Hths., ✉ 8 bbox=[869, 841, 1080, 857]
directory-entry: Gartelmann, Ed., Prokurist, Billwärder a. d. B., oberer Landweg 18 bbox=[869, 1010, 1188, 1043]
annotation-sidebar bbox=[0, 0, 118, 2177]
directory-entry: ⊙ Friedrich Garnholz, IR, BCto: Dresdn. B., Dep.-Kasse Eppend. u. Deutsche B. Fil. Hbg., Forsmannstr. 8, ✉39 bbox=[869, 384, 1188, 435]
directory-entry: — H., Roonstr. 9, ✉ 30 bbox=[869, 790, 996, 806]
directory-entry: Gardin, Th., Flebeken 3, ✉ 39 bbox=[537, 993, 700, 1009]
directory-entry: — Friedr., Händler, Hardenstr. 33, ✉ 27 bbox=[869, 1551, 1084, 1567]
directory-entry: Garnies, A., Schlosser, Gärtnerstr. 52, ✉30 bbox=[869, 452, 1099, 468]
repaired-label: Repaired Document bbox=[36, 265, 79, 625]
directory-entry: — Chr., Ausschlägerweg 14, ✉ 35 bbox=[206, 401, 392, 417]
directory-entry: — J., Privatm., Marschnerstr. 37, ✉ 22 bbox=[206, 1822, 416, 1838]
directory-entry: Garschätz, J., Martin Lutherstr. 15, ✉ 11 bbox=[869, 909, 1087, 925]
directory-entry: — M., Angerstr. 9/11, H. A, ✉ 24 bbox=[206, 554, 387, 570]
directory-entry: Gartenbauverein „Horst“, e. V., Vors.: C. Henkel, Friekestr. 71, ✉ 20 bbox=[869, 1112, 1188, 1144]
directory-entry: — Gardthausen, Rich., Direktor der St. Pauli Credit-Bank, ☎ VI, 3969, am Weiher 19, ✉ 19 bbox=[537, 1027, 856, 1060]
directory-entry: Gartenbauverein „Schreber“, Nordwinterhude, e. V., Vors.: E. Kruse, Winterh. Marktplatz 3, ✉ 39. Näh. Abschn. V, s. Inhaltsverz. bbox=[869, 1348, 1188, 1398]
directory-entry: Gardelegen, A., Schosssehliessergeh., Brauerstr. 32, ✉ 8 bbox=[537, 807, 841, 823]
directory-entry: Gartenbauverein für Hamburg-Altona und Umgegend im Abschnitt V, siehe Inhaltsverzeichnis bbox=[869, 1044, 1188, 1077]
directory-entry: — F., Former, Vierländerstr. 186, H. 1 bbox=[869, 1534, 1074, 1550]
directory-entry: — O., Techniker, Marienthalerstr. 130 bbox=[1200, 1196, 1405, 1212]
directory-entry: — Wwe. S., Heidenkampsweg 171, ✉ 23 bbox=[537, 1162, 761, 1178]
directory-entry: — L., Postassist., Amenstr. 31, ✉ 23 bbox=[1200, 1162, 1397, 1178]
directory-entry: — Otto, Schlachter, Lindenallee 37, ✉ 19 bbox=[869, 266, 1094, 282]
directory-entry: — Georg, Beamter, Marienthalerstr. 136 bbox=[537, 1145, 755, 1161]
directory-entry: — Otto, Maler, Baumbeckerstr. 5, ✉ 39 bbox=[206, 1298, 420, 1313]
directory-entry: — Peter, Laufgraben 16, ✉ 13 bbox=[537, 1940, 702, 1956]
directory-page bbox=[180, 50, 1545, 2110]
directory-entry: ⊙ Gebr. Garbers, IR, Möbellackieranstalt, Conventstr. 5a, H. 4, ✉ 23 bbox=[537, 485, 856, 520]
directory-entry: — C., Filialleiter, Semperstr. 20, ✉ 39 bbox=[869, 537, 1075, 553]
directory-entry: — W., Postbote, Bachstr. 113a, ✉ 21 bbox=[537, 1872, 736, 1888]
directory-entry: ⊙ Garrels & Börner, IR, Ex- u. Import, BCto: C.- u. D.-B. u. Postscheck 876, Bst. v. Pl. 17/18, T-Adr: Chinagarrels, ☎ VI, 3275 u. 3276, Glockengiesserwall 1, ✉ 1, Inh: J. Hinrich Garrels, Mitgl. e. E. K., u. Herm. Börner bbox=[869, 654, 1188, 757]
directory-entry: Gartz Wwe. L., Itzehoerweg 10, ✉ 30 bbox=[1200, 216, 1405, 231]
page-header bbox=[200, 168, 1525, 211]
directory-entry: — O., Dr., Sophienallee 13, ✉ 19 bbox=[206, 773, 387, 789]
directory-entry: — H., Heizer, Vierländerstr. 120, ✉ 27 bbox=[206, 1112, 415, 1128]
directory-entry: — Ludw., Packmstr. a. D., Elbbecktal 46 bbox=[537, 587, 757, 603]
directory-entry: — Rud., Kaufm., BCto: Deutsche B. Fil. Hbg., Dep.-Kasse A, ☎ IV, 8182, Hasselbrookstr. 51, ✉ 23 bbox=[1200, 655, 1519, 688]
directory-entry: Gartenbauverein Schreber, Eimsbüttel, e. V., Vors.: H. Trost, Ottersbeckallee 27, ✉ 19. Näh. Abschn. V, siehe Inhaltsverz. bbox=[869, 1298, 1188, 1347]
directory-entry: — Frau A., Grossmannstr. 4, ✉ 27 bbox=[206, 1433, 392, 1449]
column-2 bbox=[532, 216, 864, 2012]
directory-entry: — Fr., Arbtr., Stresowstr. 43, Hths., ✉ 27 bbox=[1200, 926, 1422, 942]
